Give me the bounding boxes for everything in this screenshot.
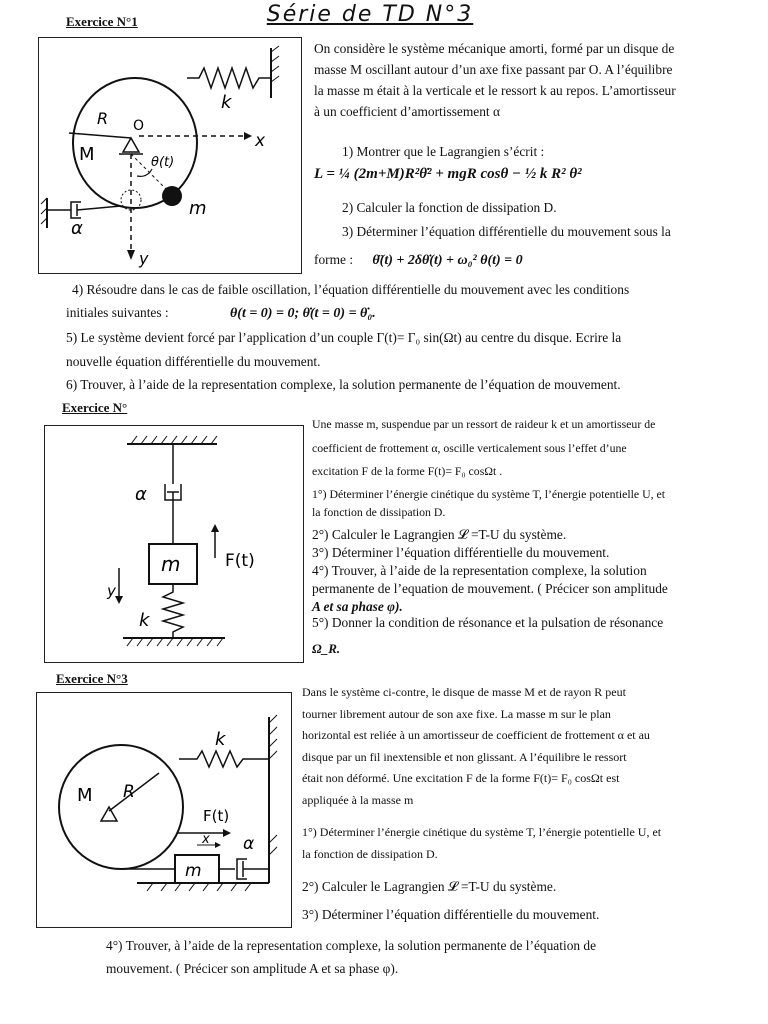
exercise-2-question-2: 2°) Calculer le Lagrangien 𝓛 =T-U du système. bbox=[312, 527, 567, 542]
label-alpha: α bbox=[243, 834, 255, 854]
label-F: F(t) bbox=[225, 551, 255, 571]
initial-conditions: θ(t = 0) = 0; θ̇(t = 0) = θ̇₀. bbox=[230, 306, 376, 321]
intro-line: horizontal est reliée à un amortisseur de coefficient de frottement α et au bbox=[302, 728, 650, 742]
label-alpha: α bbox=[71, 218, 83, 239]
question-3: 3) Déterminer l’équation différentielle du mouvement sous la bbox=[342, 224, 671, 239]
label-x: x bbox=[202, 832, 210, 847]
label-m: m bbox=[161, 552, 181, 576]
exercise-3-heading: Exercice N°3 bbox=[56, 671, 128, 686]
label-O: O bbox=[133, 118, 145, 134]
q4-line: A et sa phase φ). bbox=[312, 599, 403, 614]
exercise-2-intro bbox=[312, 416, 762, 481]
label-R: R bbox=[123, 782, 135, 802]
exercise-2-question-1 bbox=[312, 486, 762, 521]
label-theta: θ(t) bbox=[151, 155, 175, 170]
q1-line: la fonction de dissipation D. bbox=[312, 504, 446, 519]
differential-equation: θ̈(t) + 2δθ̇(t) + ω₀² θ(t) = 0 bbox=[372, 253, 523, 268]
label-M: M bbox=[77, 785, 93, 806]
q4-line: permanente de l’equation de mouvement. ( Précicer son amplitude bbox=[312, 581, 668, 596]
exercise-3-question-4: 4°) Trouver, à l’aide de la representation complexe, la solution permanente de l’équation de bbox=[106, 938, 597, 953]
label-x: x bbox=[255, 131, 266, 151]
label-k: k bbox=[215, 729, 226, 750]
label-M: M bbox=[79, 144, 95, 165]
intro-line: Une masse m, suspendue par un ressort de raideur k et un amortisseur de bbox=[312, 417, 656, 431]
intro-line: coefficient de frottement α, oscille verticalement sous l’effet d’une bbox=[312, 440, 627, 455]
exercise-2-question-5: 5°) Donner la condition de résonance et la pulsation de résonance bbox=[312, 615, 664, 630]
exercise-3-figure bbox=[36, 692, 292, 928]
form-label: forme : bbox=[314, 252, 354, 267]
intro-line: à un coefficient d’amortissement α bbox=[314, 104, 500, 119]
intro-line: Dans le système ci-contre, le disque de masse M et de rayon R peut bbox=[302, 685, 626, 699]
label-k: k bbox=[221, 92, 232, 113]
question-5: 5) Le système devient forcé par l’application d’un couple Γ(t)= Γ₀ sin(Ωt) au centre du disque. Ecrire la bbox=[66, 330, 622, 345]
label-F: F(t) bbox=[203, 807, 230, 825]
exercise-2-question-4 bbox=[312, 562, 762, 616]
q1-line: la fonction de dissipation D. bbox=[302, 846, 438, 861]
exercise-3-question-2: 2°) Calculer le Lagrangien 𝓛 =T-U du système. bbox=[302, 879, 557, 894]
initial-label: initiales suivantes : bbox=[66, 305, 169, 320]
label-y: y bbox=[139, 249, 149, 268]
intro-line: On considère le système mécanique amorti, formé par un disque de bbox=[314, 41, 675, 56]
intro-line: la masse m était à la verticale et le ressort k au repos. L’amortisseur bbox=[314, 83, 676, 98]
exercise-1-figure bbox=[38, 37, 302, 274]
question-2: 2) Calculer la fonction de dissipation D. bbox=[342, 200, 557, 215]
exercise-3-question-1 bbox=[302, 822, 762, 865]
disk-pendulum-diagram bbox=[39, 38, 301, 273]
q1-line: 1°) Déterminer l’énergie cinétique du système T, l’énergie potentielle U, et bbox=[312, 487, 666, 501]
question-4-initial bbox=[66, 302, 376, 324]
label-m: m bbox=[185, 861, 202, 881]
page-title: Série de TD N°3 bbox=[266, 2, 474, 27]
intro-line: appliquée à la masse m bbox=[302, 792, 414, 807]
label-y: y bbox=[107, 582, 116, 600]
exercise-2-figure bbox=[44, 425, 304, 663]
lagrangian-equation: L = ¼ (2m+M)R²θ̇² + mgR cosθ − ½ k R² θ² bbox=[314, 166, 582, 182]
question-4: 4) Résoudre dans le cas de faible oscillation, l’équation différentielle du mouvement avec les conditions bbox=[72, 282, 630, 297]
exercise-1-intro bbox=[314, 38, 754, 122]
question-1: 1) Montrer que le Lagrangien s’écrit : bbox=[342, 144, 545, 159]
exercise-1-heading: Exercice N°1 bbox=[66, 14, 138, 29]
q4-line: 4°) Trouver, à l’aide de la representation complexe, la solution bbox=[312, 563, 647, 578]
spring-mass-damper-diagram bbox=[45, 426, 303, 662]
intro-line: disque par un fil inextensible et non glissant. A l’équilibre le ressort bbox=[302, 749, 627, 764]
intro-line: était non déformé. Une excitation F de la forme F(t)= F₀ cosΩt est bbox=[302, 771, 620, 785]
resonance-pulsation: Ω_R. bbox=[312, 641, 341, 656]
question-5b: nouvelle équation différentielle du mouvement. bbox=[66, 354, 321, 369]
exercise-2-heading: Exercice N° bbox=[62, 400, 128, 415]
label-alpha: α bbox=[135, 484, 147, 505]
question-6: 6) Trouver, à l’aide de la representation complexe, la solution permanente de l’équation de mouvement. bbox=[66, 377, 621, 392]
exercise-3-question-3: 3°) Déterminer l’équation différentielle du mouvement. bbox=[302, 907, 600, 922]
label-k: k bbox=[139, 610, 150, 631]
intro-line: masse M oscillant autour d’un axe fixe passant par O. A l’équilibre bbox=[314, 62, 673, 77]
exercise-3-intro bbox=[302, 682, 762, 811]
q1-line: 1°) Déterminer l’énergie cinétique du système T, l’énergie potentielle U, et bbox=[302, 825, 662, 839]
intro-line: excitation F de la forme F(t)= F₀ cosΩt . bbox=[312, 464, 503, 478]
label-m: m bbox=[189, 198, 207, 219]
question-3-form bbox=[314, 249, 523, 271]
exercise-2-question-3: 3°) Déterminer l’équation différentielle du mouvement. bbox=[312, 545, 610, 560]
label-R: R bbox=[97, 109, 109, 128]
intro-line: tourner librement autour de son axe fixe. La masse m sur le plan bbox=[302, 706, 611, 721]
exercise-3-question-4b: mouvement. ( Précicer son amplitude A et sa phase φ). bbox=[106, 961, 399, 976]
disk-mass-damper-diagram bbox=[37, 693, 291, 927]
